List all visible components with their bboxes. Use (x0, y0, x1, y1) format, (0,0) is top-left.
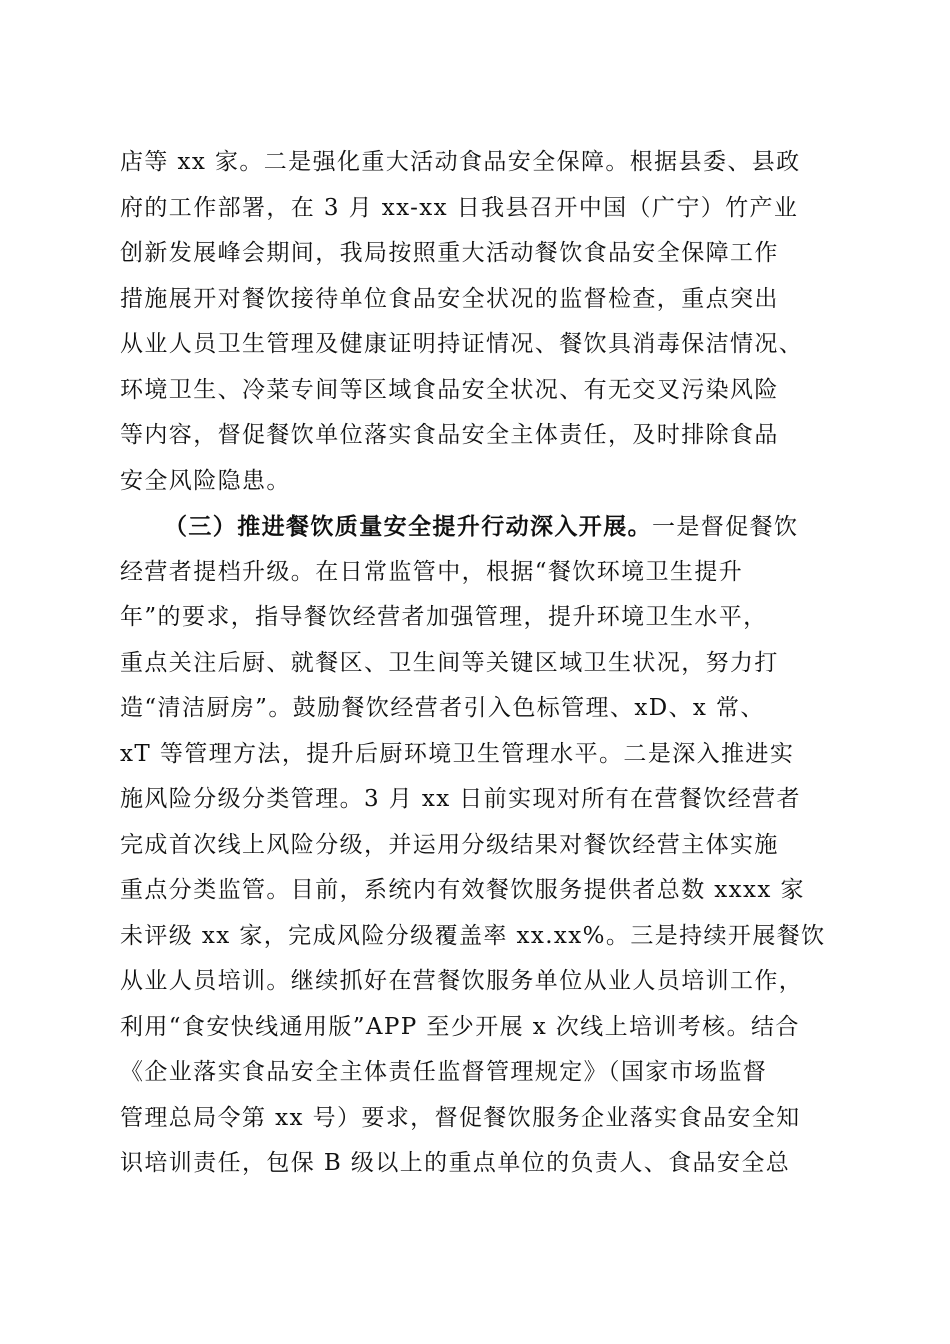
body-line: 年”的要求，指导餐饮经营者加强管理，提升环境卫生水平， (120, 604, 768, 630)
body-line: 措施展开对餐饮接待单位食品安全状况的监督检查，重点突出 (120, 285, 779, 312)
body-line: 从业人员培训。继续抓好在营餐饮服务单位从业人员培训工作， (120, 968, 804, 994)
body-line: 重点分类监管。目前，系统内有效餐饮服务提供者总数 xxxx 家 (120, 877, 805, 903)
body-line: 等内容，督促餐饮单位落实食品安全主体责任，及时排除食品 (120, 422, 779, 448)
body-line: 管理总局令第 xx 号）要求，督促餐饮服务企业落实食品安全知 (120, 1104, 801, 1131)
body-line: xT 等管理方法，提升后厨环境卫生管理水平。二是深入推进实 (120, 740, 795, 767)
section-heading: （三）推进餐饮质量安全提升行动深入开展。 (164, 513, 652, 540)
section-first-line (120, 504, 840, 550)
section-first-line-text: 一是督促餐饮 (652, 514, 799, 540)
body-line: 环境卫生、冷菜专间等区域食品安全状况、有无交叉污染风险 (120, 376, 779, 403)
body-line: 重点关注后厨、就餐区、卫生间等关键区域卫生状况，努力打 (120, 649, 779, 676)
body-line: 府的工作部署，在 3 月 xx-xx 日我县召开中国（广宁）竹产业 (120, 194, 799, 221)
body-line: 识培训责任，包保 B 级以上的重点单位的负责人、食品安全总 (120, 1150, 791, 1176)
body-line: 从业人员卫生管理及健康证明持证情况、餐饮具消毒保洁情况、 (120, 331, 804, 357)
body-line: 店等 xx 家。二是强化重大活动食品安全保障。根据县委、县政 (120, 149, 801, 175)
body-line: 安全风险隐患。 (120, 467, 291, 494)
document-body (120, 140, 840, 1187)
body-line: 经营者提档升级。在日常监管中，根据“餐饮环境卫生提升 (120, 558, 744, 585)
body-line: 《企业落实食品安全主体责任监督管理规定》（国家市场监督 (120, 1059, 768, 1085)
body-line: 造“清洁厨房”。鼓励餐饮经营者引入色标管理、xD、x 常、 (120, 695, 765, 721)
body-line: 创新发展峰会期间，我局按照重大活动餐饮食品安全保障工作 (120, 240, 779, 266)
body-line: 未评级 xx 家，完成风险分级覆盖率 xx.xx%。三是持续开展餐饮 (120, 922, 826, 949)
body-line: 完成首次线上风险分级，并运用分级结果对餐饮经营主体实施 (120, 831, 779, 858)
body-line: 施风险分级分类管理。3 月 xx 日前实现对所有在营餐饮经营者 (120, 786, 801, 812)
body-line: 利用“食安快线通用版”APP 至少开展 x 次线上培训考核。结合 (120, 1013, 800, 1040)
